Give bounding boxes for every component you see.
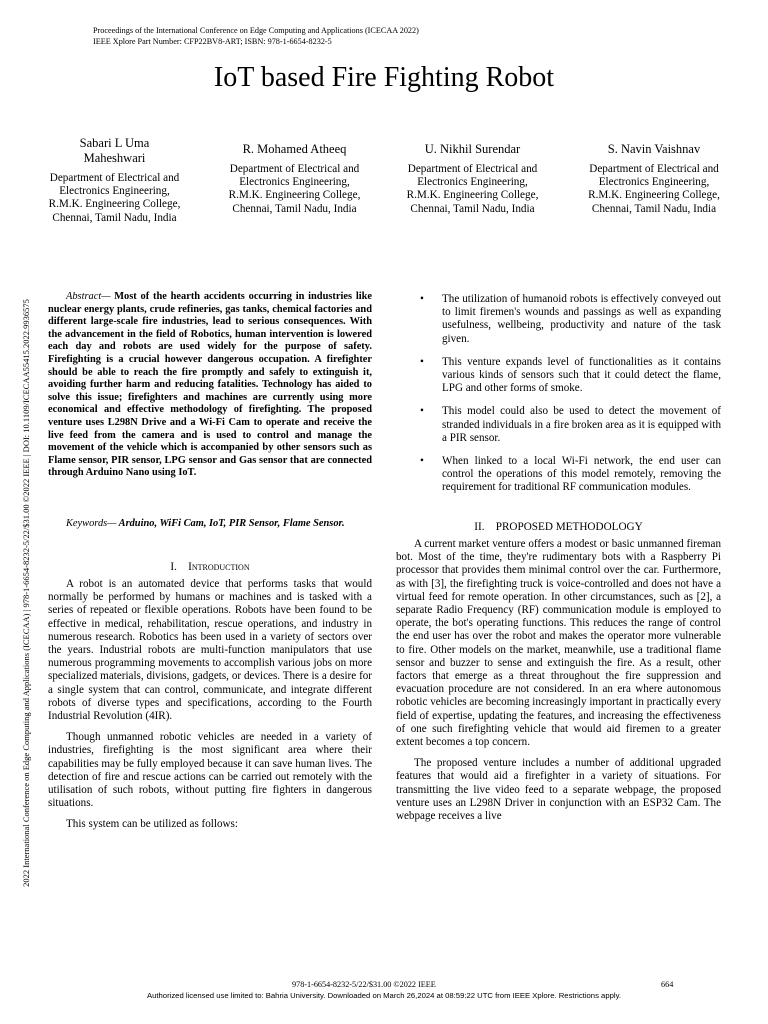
part-number-line: IEEE Xplore Part Number: CFP22BV8-ART; ISBN: 978-1-6654-8232-5 (93, 37, 332, 46)
list-item (420, 405, 721, 445)
bullet-icon: • (420, 405, 424, 418)
author-name: Sabari L Uma Maheshwari (79, 136, 150, 165)
list-item-text: The utilization of humanoid robots is effectively conveyed out to limit firemen's wounds and passings as well as expanding usefulness, wellbeing, productivity and nature of the task given. (442, 293, 721, 345)
methodology-body (396, 538, 721, 823)
introduction-body (48, 578, 372, 832)
author-affiliation: Department of Electrical and Electronics Engineering, R.M.K. Engineering College, Chennai, Tamil Nadu, India (48, 172, 181, 224)
section-heading-introduction (48, 561, 372, 573)
author-affiliation: Department of Electrical and Electronics Engineering, R.M.K. Engineering College, Chennai, Tamil Nadu, India (406, 163, 539, 215)
author-affiliation: Department of Electrical and Electronics Engineering, R.M.K. Engineering College, Chennai, Tamil Nadu, India (228, 163, 361, 215)
license-notice: Authorized licensed use limited to: Bahria University. Downloaded on March 26,2024 at 08:59:22 UTC from IEEE Xplore. Restrictions apply. (146, 991, 621, 1000)
paragraph: The proposed venture includes a number of additional upgraded features that would aid a firefighter in a variety of situations. For transmitting the live video feed to a separate webpage, the proposed venture uses an L298N Driver in conjunction with an ESP32 Cam. The webpage receives a live (396, 757, 721, 823)
bullet-icon: • (420, 455, 424, 468)
list-item-text: This model could also be used to detect the movement of stranded individuals in a fire broken area as it is equipped with a PIR sensor. (442, 405, 721, 444)
keywords-text: Arduino, WiFi Cam, IoT, PIR Sensor, Flame Sensor. (118, 518, 345, 529)
section-number: II. (474, 521, 485, 533)
paper-title: IoT based Fire Fighting Robot (213, 62, 555, 93)
copyright-line: 978-1-6654-8232-5/22/$31.00 ©2022 IEEE (292, 980, 436, 989)
list-item-text: When linked to a local Wi-Fi network, the end user can control the operations of this model remotely, removing the requirement for traditional RF communication modules. (442, 455, 721, 494)
section-title: PROPOSED METHODOLOGY (495, 521, 643, 533)
author-block (406, 142, 539, 216)
doi-sidebar (19, 180, 33, 1010)
list-item (420, 293, 721, 346)
keywords-label: Keywords— (66, 518, 117, 529)
paragraph: This system can be utilized as follows: (66, 818, 238, 831)
author-affiliation: Department of Electrical and Electronics Engineering, R.M.K. Engineering College, Chennai, Tamil Nadu, India (588, 163, 720, 215)
author-name: S. Navin Vaishnav (607, 142, 701, 156)
proceedings-header (93, 25, 419, 47)
author-name: R. Mohamed Atheeq (242, 142, 347, 156)
list-item (420, 455, 721, 495)
abstract (48, 291, 372, 480)
paragraph: Though unmanned robotic vehicles are needed in a variety of industries, firefighting is the most significant area where their capabilities may be fully employed because it can save human lives. The detection of fire and rescue actions can be carried out remotely with the utilisation of such robots, without putting fire fighters in dangerous situations. (48, 731, 372, 810)
author-block (228, 142, 361, 216)
bullet-icon: • (420, 355, 424, 368)
section-number: I. (170, 561, 177, 573)
bullet-icon: • (420, 293, 424, 305)
list-item-text: This venture expands level of functionalities as it contains various kinds of sensors such that it could detect the flame, LPG and other forms of smoke. (442, 355, 721, 395)
author-name: U. Nikhil Surendar (424, 142, 521, 156)
section-title: Introduction (188, 561, 250, 573)
page-number: 664 (661, 980, 674, 989)
author-block (584, 142, 724, 216)
doi-sidebar-text: 2022 International Conference on Edge Computing and Applications (ICECAA) | 978-1-6654-8232-5/22/$31.00 ©2022 IEEE | DOI: 10.1109/ICECAA55415.2022.9936575 (21, 299, 31, 887)
bullet-list (420, 293, 721, 505)
list-item (420, 356, 721, 396)
abstract-text: Most of the hearth accidents occurring in industries like nuclear energy plants, crude refineries, gas tanks, chemical factories and different large-scale fire industries, lead to serious consequences. With the advancement in the field of Robotics, human intervention is lowered each day and robots are used widely for the purpose of safety. Firefighting is a crucial however dangerous occupation. A firefighter should be able to reach the fire promptly and safely to extinguish it, avoiding further harm and reducing fatalities. Technology has aided to solve this issue; firefighters and machines are currently using more economical and effective methodology of firefighting. The proposed venture uses L298N Drive and a Wi-Fi Cam to operate and receive the live feed from the camera and is used to control and manage the movement of the vehicle which is accompanied by other sensors such as Flame sensor, PIR sensor, LPG sensor and Gas sensor that are connected through Arduino Nano using IoT. (48, 291, 372, 479)
keywords (48, 518, 372, 531)
author-block (48, 136, 181, 225)
abstract-label: Abstract— (66, 291, 111, 302)
paragraph: A current market venture offers a modest or basic unmanned fireman bot. Most of the time, they're rudimentary bots with a Raspberry Pi processor that provides them minimal control over the car. Furthermore, as with [3], the firefighting truck is voice-controlled and does not have a virtual feed for remote operation. In other circumstances, such as [2], a separate Radio Frequency (RF) communication module is employed to operate, the bot's operating functions. This reduces the range of control the end user has over the robot and makes the operator more vulnerable to fire. Other models on the market, meanwhile, use a traditional flame sensor and buzzer to sense and extinguish the fire. As a result, other factors that emerge as a threat throughout the fire suppression and evacuation procedure are not considered. In an era where autonomous robotic vehicles are becoming increasingly important in practically every field of expertise, updating the features, and increasing the effectiveness of one such firefighting vehicle that would aid firemen to a greater extent becomes a top concern. (396, 538, 721, 749)
section-heading-methodology (396, 521, 721, 533)
paragraph: A robot is an automated device that performs tasks that would normally be performed by humans or machines and is tasked with a series of repeated or flexible operations. Robots have been found to be effective in medical, rehabilitation, rescue operations, and industry in numerous research. Robotics has been used in a variety of sectors over the years. Industrial robots are multi-function manipulators that use numerous programming movements to accomplish various jobs on more specialized materials, divisions, gadgets, or devices. There is a desire for a single system that can control, communicate, and integrate different robots of diverse types and specifications, according to the Fourth Industrial Revolution (4IR). (48, 578, 372, 723)
proceedings-line: Proceedings of the International Conference on Edge Computing and Applications (ICECAA 2022) (93, 26, 419, 35)
